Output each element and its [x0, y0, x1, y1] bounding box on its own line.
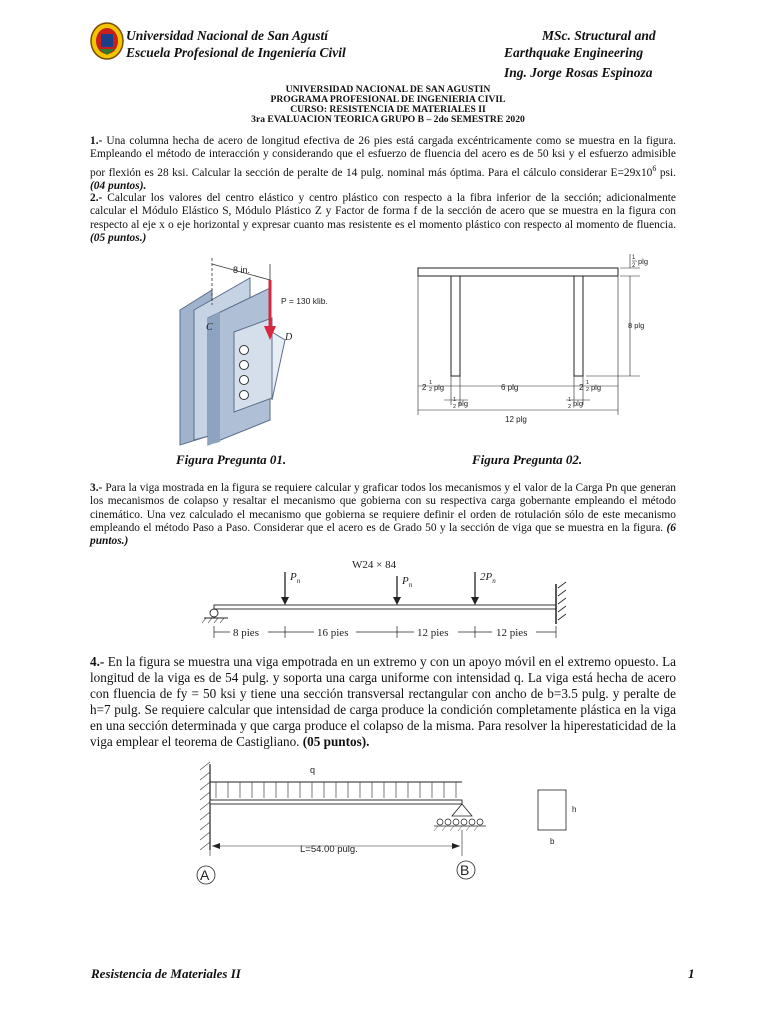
- question-points: (05 puntos.): [90, 231, 147, 244]
- support-a-label: A: [200, 867, 210, 883]
- question-number: 1.-: [90, 135, 103, 147]
- question-text: Una columna hecha de acero de longitud efectiva de 26 pies está cargada excéntricamente como se muestra en la figura. Empleando el método de interacción y considerando que el esfuerzo de fluencia del acero es de 50 ksi y el esfuerzo admisible por flexión es 28 ksi. Calcular la sección de peralte de 14 pulg. nominal más óptima. Para el cálculo considerar E=29x10: [90, 135, 676, 179]
- support-b-label: B: [460, 862, 470, 878]
- flange-thickness-label: plg: [638, 257, 649, 266]
- bolt-circle: [240, 361, 249, 370]
- point-d-label: D: [285, 332, 293, 343]
- question-4: [90, 654, 676, 749]
- frac-half: 1: [568, 397, 572, 403]
- roller-support: [437, 819, 443, 825]
- frac-half: 1: [586, 380, 590, 386]
- exponent: 6: [652, 163, 657, 173]
- frac-half: 2: [568, 404, 572, 410]
- beam-length-label: L=54.00 pulg.: [300, 844, 358, 855]
- point-c-label: C: [206, 322, 213, 333]
- dimension-label: 8 in.: [233, 265, 251, 275]
- question-number: 3.-: [90, 482, 103, 494]
- roller-support: [461, 819, 467, 825]
- figure-propped-cantilever: [190, 760, 610, 890]
- title-line: UNIVERSIDAD NACIONAL DE SAN AGUSTIN: [285, 84, 491, 95]
- load-arrows: [216, 782, 456, 798]
- question-points: (04 puntos).: [90, 179, 147, 192]
- frac-half: 1: [453, 397, 457, 403]
- figure-1-caption: Figura Pregunta 01.: [176, 452, 287, 467]
- load-label: $2P_n$: [480, 571, 496, 585]
- span-label: 12 pies: [496, 627, 528, 639]
- figure-beam-mechanism: [200, 552, 580, 652]
- frac-whole: 2: [422, 383, 427, 392]
- span-label: 12 pies: [417, 627, 449, 639]
- frac-half: 2: [632, 263, 636, 269]
- unit-text: psi.: [656, 166, 676, 179]
- question-text: En la figura se muestra una viga empotrada en un extremo y con un apoyo móvil en el extremo opuesto. La longitud de la viga es de 54 pulg. y soporta una carga uniforme con intensidad q. La viga está hecha de acero con fluencia de fy = 50 ksi y tiene una sección transversal rectangular con ancho de b=3.5 pulg. y peralte de h=7 pulg. Se requiere calcular que intensidad de carga produce la condición completamente plástica en la viga en una sección determinada y que carga produce el colapso de la misma. Para resolver la hiperestaticidad de la viga emplear el teorema de Castigliano.: [90, 654, 676, 749]
- question-points: (05 puntos).: [302, 733, 370, 749]
- exam-titles: [90, 85, 686, 125]
- web-space-label: 6 plg: [501, 383, 519, 392]
- distributed-load-label: q: [310, 765, 316, 775]
- load-label: $P_n$: [290, 571, 301, 585]
- frac-half: 1: [429, 380, 433, 386]
- question-number: 4.-: [90, 654, 105, 669]
- degree-line-2: Earthquake Engineering: [504, 45, 644, 60]
- question-text: Para la viga mostrada en la figura se requiere calcular y graficar todos los mecanismos y el valor de la Carga Pn que generan los mecanismos de colapso y resaltar el mecanismo que gobierna con su respectiva carga gobernante empleando el método cinemático. Una vez calculado el mecanismo que gobierna se requiere definir el orden de rotulación sólo de este mecanismo empleando el método Paso a Paso. Considerar que el acero es de Grado 50 y la sección de viga que se muestra en la figura.: [90, 482, 676, 534]
- bolt-circle: [240, 391, 249, 400]
- professor-name: Ing. Jorge Rosas Espinoza: [504, 65, 653, 80]
- flange-right-label: plg: [591, 383, 602, 392]
- figure-2-caption: Figura Pregunta 02.: [472, 452, 583, 467]
- bolt-circle: [240, 346, 249, 355]
- question-1: [90, 135, 676, 193]
- span-label: 16 pies: [317, 627, 349, 639]
- question-number: 2.-: [90, 192, 103, 204]
- roller-support: [477, 819, 483, 825]
- frac-half: 2: [586, 387, 590, 393]
- figure-pi-section: [408, 250, 668, 430]
- university-name: Universidad Nacional de San Agustí: [126, 28, 329, 43]
- beam-section-label: W24 × 84: [352, 559, 397, 571]
- web-right-label: plg: [573, 399, 584, 408]
- section-height-label: 8 plg: [628, 321, 645, 330]
- frac-whole: 2: [579, 383, 584, 392]
- span-label: 8 pies: [233, 627, 259, 639]
- title-line: CURSO: RESISTENCIA DE MATERIALES II: [290, 104, 486, 115]
- question-2: [90, 192, 676, 245]
- section-height-label: h: [572, 805, 577, 814]
- title-line: 3ra EVALUACION TEORICA GRUPO B – 2do SEMESTRE 2020: [251, 114, 525, 125]
- bolt-circle: [240, 376, 249, 385]
- roller-support: [445, 819, 451, 825]
- load-label: P = 130 klib.: [281, 296, 328, 306]
- school-name: Escuela Profesional de Ingeniería Civil: [126, 45, 346, 60]
- header-credentials: [504, 27, 704, 81]
- frac-half: 2: [429, 387, 433, 393]
- question-3: [90, 482, 676, 548]
- roller-support: [453, 819, 459, 825]
- footer-course: Resistencia de Materiales II: [91, 966, 241, 981]
- question-points: (6 puntos.): [90, 521, 676, 548]
- page-number: 1: [688, 966, 695, 981]
- frac-half: 1: [632, 255, 636, 261]
- flange-left-label: plg: [434, 383, 445, 392]
- figure-column-eccentric: [150, 250, 370, 450]
- question-text: Calcular los valores del centro elástico y centro plástico con respecto a la fibra inferior de la sección; adicionalmente calcular el Módulo Elástico S, Módulo Plástico Z y Factor de forma f de la sección de acero que se muestra en la figura con respecto al eje x o eje horizontal y expresar cuanto mas resistente es el momento plástico con respecto al momento de fluencia.: [90, 192, 676, 231]
- header-institution: [126, 27, 346, 61]
- section-width-label: b: [550, 837, 555, 846]
- university-seal-logo: [90, 22, 124, 60]
- total-width-label: 12 plg: [505, 415, 527, 424]
- load-label: $P_n$: [402, 575, 413, 589]
- roller-support: [210, 609, 218, 617]
- web-left-label: plg: [458, 399, 469, 408]
- frac-half: 2: [453, 404, 457, 410]
- degree-line-1: MSc. Structural and: [542, 28, 656, 43]
- title-line: PROGRAMA PROFESIONAL DE INGENIERIA CIVIL: [270, 94, 506, 105]
- roller-support: [469, 819, 475, 825]
